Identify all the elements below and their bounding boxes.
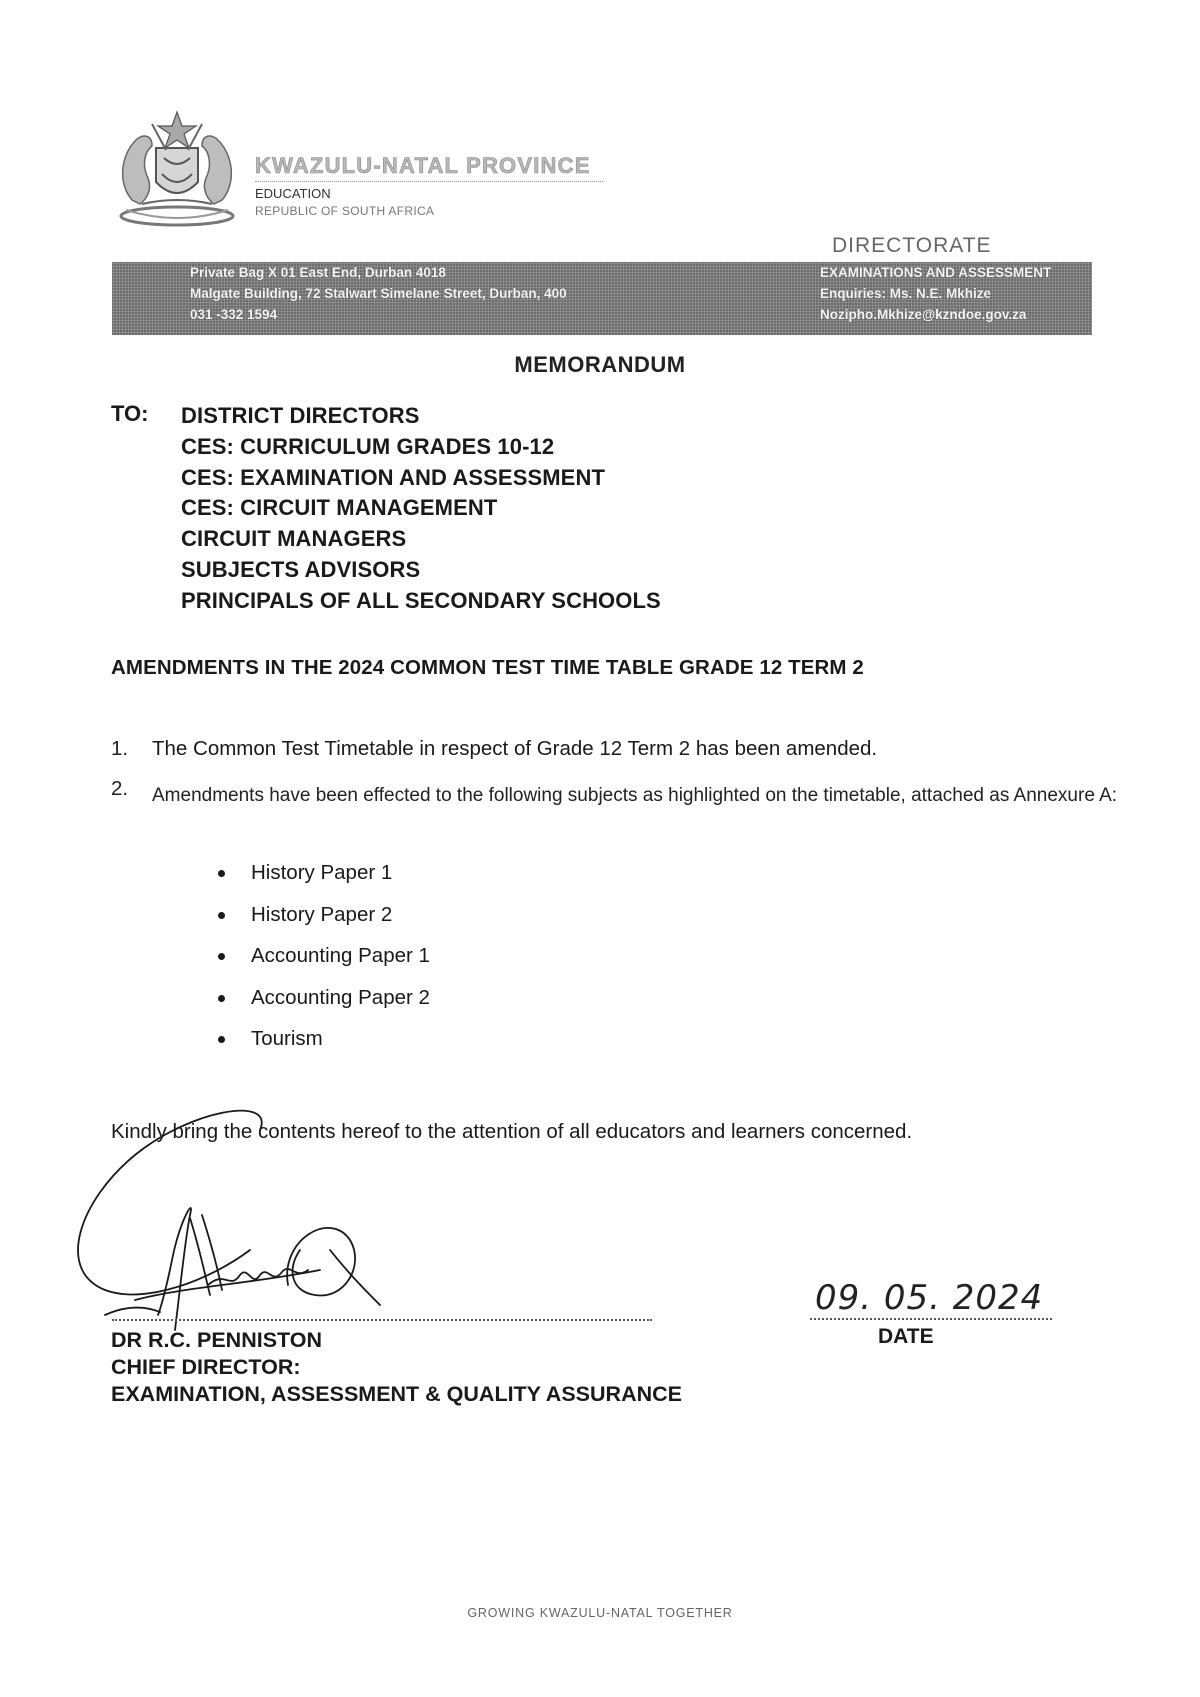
header-divider (255, 181, 603, 182)
bullet-icon (218, 995, 225, 1002)
paragraph-number: 1. (111, 737, 129, 760)
signatory-name: DR R.C. PENNISTON (111, 1328, 323, 1352)
date-label: DATE (878, 1325, 934, 1348)
memo-title: MEMORANDUM (514, 352, 686, 377)
country-name: REPUBLIC OF SOUTH AFRICA (255, 204, 435, 218)
recipient: DISTRICT DIRECTORS (181, 403, 420, 428)
bullet-icon (218, 953, 225, 960)
list-item: Accounting Paper 1 (218, 935, 430, 977)
amended-subjects-list (218, 852, 430, 1060)
bullet-icon (218, 870, 225, 877)
address-banner (112, 262, 1092, 335)
list-item: Tourism (218, 1018, 430, 1060)
date-line (810, 1318, 1052, 1320)
bullet-icon (218, 912, 225, 919)
signatory-title: CHIEF DIRECTOR: (111, 1355, 301, 1379)
recipient: SUBJECTS ADVISORS (181, 556, 421, 582)
list-item: History Paper 1 (218, 852, 430, 894)
department-name: EDUCATION (255, 186, 331, 201)
date-value: 09. 05. 2024 (815, 1278, 1044, 1318)
list-item: Accounting Paper 2 (218, 977, 430, 1019)
signature-line (112, 1319, 652, 1321)
bullet-icon (218, 1036, 225, 1043)
signature-image (60, 1100, 420, 1340)
coat-of-arms-logo (112, 104, 242, 230)
paragraph-text: Amendments have been effected to the following subjects as highlighted on the timetable, attached as Annexure A: (152, 785, 1118, 806)
contact-line: Enquiries: Ms. N.E. Mkhize (820, 286, 992, 301)
recipient: CES: CIRCUIT MANAGEMENT (181, 495, 498, 521)
footer-slogan: GROWING KWAZULU-NATAL TOGETHER (467, 1606, 733, 1620)
recipient: CES: EXAMINATION AND ASSESSMENT (181, 464, 605, 490)
address-line: 031 -332 1594 (190, 307, 278, 322)
contact-email: Nozipho.Mkhize@kzndoe.gov.za (820, 307, 1027, 322)
signatory-unit: EXAMINATION, ASSESSMENT & QUALITY ASSURANCE (111, 1382, 682, 1406)
province-name: KWAZULU-NATAL PROVINCE (255, 153, 591, 178)
recipient: PRINCIPALS OF ALL SECONDARY SCHOOLS (181, 587, 661, 613)
memo-subject: AMENDMENTS IN THE 2024 COMMON TEST TIME TABLE GRADE 12 TERM 2 (111, 656, 864, 679)
address-line: Private Bag X 01 East End, Durban 4018 (190, 265, 446, 280)
recipient: CIRCUIT MANAGERS (181, 526, 407, 552)
address-line: Malgate Building, 72 Stalwart Simelane Street, Durban, 400 (190, 286, 567, 301)
contact-line: EXAMINATIONS AND ASSESSMENT (820, 265, 1052, 280)
recipient-list (181, 401, 661, 617)
paragraph-text: The Common Test Timetable in respect of Grade 12 Term 2 has been amended. (152, 737, 878, 760)
list-item: History Paper 2 (218, 894, 430, 936)
signatory-block (111, 1327, 682, 1408)
recipient: CES: CURRICULUM GRADES 10-12 (181, 433, 555, 459)
paragraph-number: 2. (111, 777, 129, 800)
directorate-label: DIRECTORATE (832, 234, 992, 257)
to-label: TO: (111, 401, 149, 426)
closing-paragraph: Kindly bring the contents hereof to the attention of all educators and learners concerned. (111, 1120, 913, 1143)
